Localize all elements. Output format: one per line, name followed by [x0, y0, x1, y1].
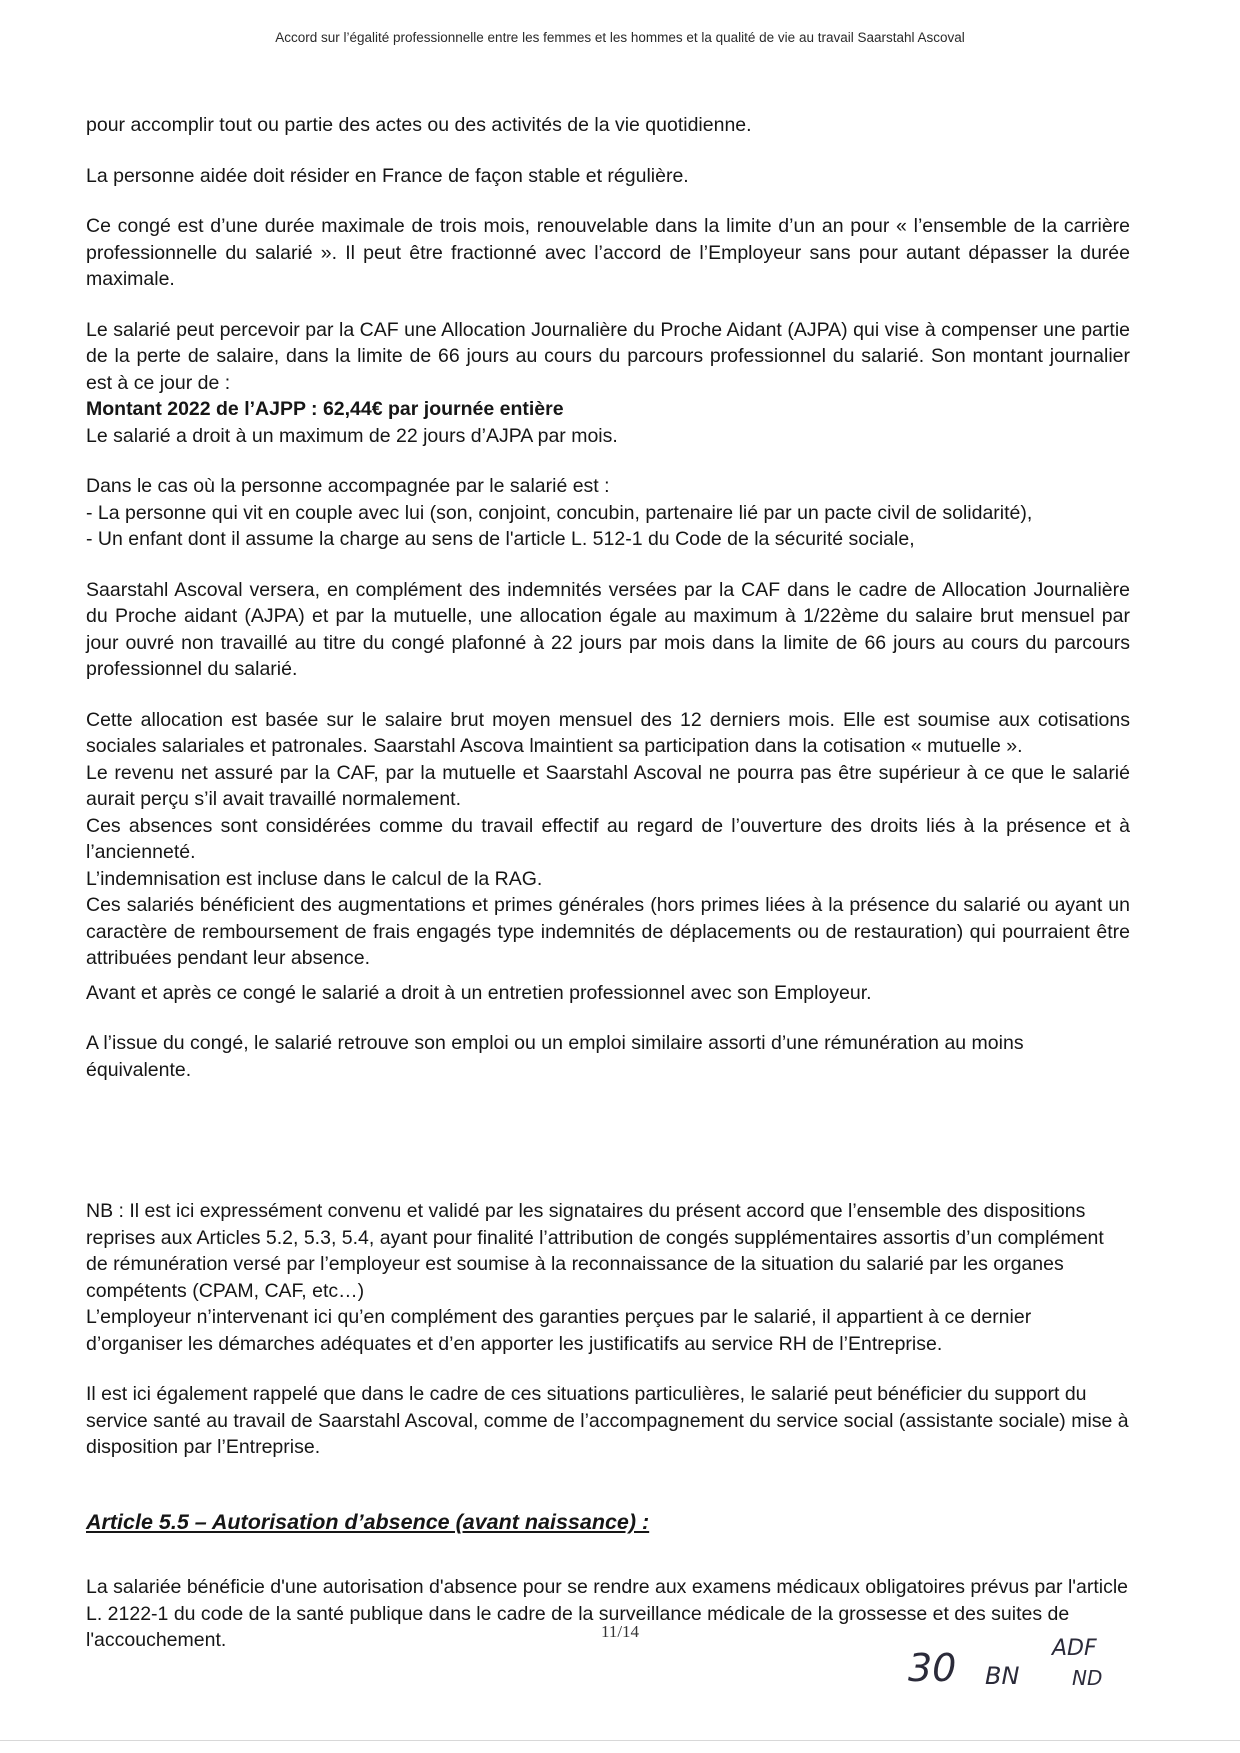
article-heading: Article 5.5 – Autorisation d’absence (avant naissance) :: [86, 1510, 650, 1534]
body-section-1: [86, 112, 1130, 1083]
note-paragraph: NB : Il est ici expressément convenu et validé par les signataires du présent accord que l’ensemble des dispositions reprises aux Articles 5.2, 5.3, 5.4, ayant pour finalité l’attribution de congés supplémentaires assortis d’un complément de rémunération versé par l’employeur est soumise à la reconnaissance de la situation du salarié par les organes compétents (CPAM, CAF, etc…): [86, 1200, 1104, 1302]
paragraph: Avant et après ce congé le salarié a droit à un entretien professionnel avec son Employeur.: [86, 981, 872, 1004]
body-section-2: [86, 1198, 1130, 1461]
paragraph: Ces salariés bénéficient des augmentations et primes générales (hors primes liées à la présence du salarié ou ayant un caractère de remboursement de frais engagés type indemnités de déplacements ou de restauration) qui pourraient être attribuées pendant leur absence.: [86, 894, 1130, 969]
list-item: - Un enfant dont il assume la charge au sens de l'article L. 512-1 du Code de la sécurité sociale,: [86, 528, 915, 550]
paragraph: A l’issue du congé, le salarié retrouve son emploi ou un emploi similaire assorti d’une rémunération au moins équivalente.: [86, 1032, 1024, 1081]
paragraph: Le salarié peut percevoir par la CAF une Allocation Journalière du Proche Aidant (AJPA) qui vise à compenser une partie de la perte de salaire, dans la limite de 66 jours au cours du parcours professionnel du salarié. Son montant journalier est à ce jour de :: [86, 318, 1130, 394]
handwritten-initial: 30: [908, 1646, 957, 1690]
paragraph: La personne aidée doit résider en France de façon stable et régulière.: [86, 164, 689, 187]
paragraph: Il est ici également rappelé que dans le cadre de ces situations particulières, le salarié peut bénéficier du support du service santé au travail de Saarstahl Ascoval, comme de l’accompagnement du service social (assistante sociale) mise à disposition par l’Entreprise.: [86, 1383, 1129, 1458]
paragraph: Ce congé est d’une durée maximale de trois mois, renouvelable dans la limite d’un an pour « l’ensemble de la carrière professionnelle du salarié ». Il peut être fractionné avec l’accord de l’Employeur sans pour autant dépasser la durée maximale.: [86, 215, 1130, 290]
handwritten-initial: BN: [985, 1662, 1020, 1690]
paragraph: Ces absences sont considérées comme du travail effectif au regard de l’ouverture des droits liés à la présence et à l’ancienneté.: [86, 814, 1130, 863]
bold-amount-line: Montant 2022 de l’AJPP : 62,44€ par journée entière: [86, 398, 564, 420]
paragraph: La salariée bénéficie d'une autorisation d'absence pour se rendre aux examens médicaux obligatoires prévus par l'article L. 2122-1 du code de la santé publique dans le cadre de la surveillance médicale de la grossesse et des suites de l'accouchement.: [86, 1576, 1129, 1651]
paragraph: Le salarié a droit à un maximum de 22 jours d’AJPA par mois.: [86, 424, 618, 447]
paragraph: pour accomplir tout ou partie des actes ou des activités de la vie quotidienne.: [86, 114, 752, 136]
handwritten-initial: ADF: [1052, 1636, 1097, 1661]
scan-edge-line: [0, 1740, 1240, 1741]
paragraph: Saarstahl Ascoval versera, en complément des indemnités versées par la CAF dans le cadre de Allocation Journalière du Proche aidant (AJPA) et par la mutuelle, une allocation égale au maximum à 1/22ème du salaire brut mensuel par jour ouvré non travaillé au titre du congé plafonné à 22 jours par mois dans la limite de 66 jours au cours du parcours professionnel du salarié.: [86, 578, 1130, 680]
list-item: - La personne qui vit en couple avec lui (son, conjoint, concubin, partenaire lié par un pacte civil de solidarité),: [86, 501, 1033, 524]
paragraph: L’employeur n’intervenant ici qu’en complément des garanties perçues par le salarié, il appartient à ce dernier d’organiser les démarches adéquates et d’en apporter les justificatifs au service RH de l’Entreprise.: [86, 1306, 1032, 1355]
handwritten-initial: ND: [1072, 1666, 1103, 1690]
paragraph: Cette allocation est basée sur le salaire brut moyen mensuel des 12 derniers mois. Elle est soumise aux cotisations sociales salariales et patronales. Saarstahl Ascova lmaintient sa participation dans la cotisation « mutuelle ».: [86, 708, 1130, 757]
paragraph: Dans le cas où la personne accompagnée par le salarié est :: [86, 475, 610, 497]
paragraph: Le revenu net assuré par la CAF, par la mutuelle et Saarstahl Ascoval ne pourra pas être supérieur à ce que le salarié aurait perçu s’il avait travaillé normalement.: [86, 761, 1130, 810]
document-header: Accord sur l’égalité professionnelle entre les femmes et les hommes et la qualité de vie au travail Saarstahl Ascoval: [275, 30, 965, 45]
paragraph: L’indemnisation est incluse dans le calcul de la RAG.: [86, 867, 543, 890]
page-number: 11/14: [600, 1622, 640, 1641]
